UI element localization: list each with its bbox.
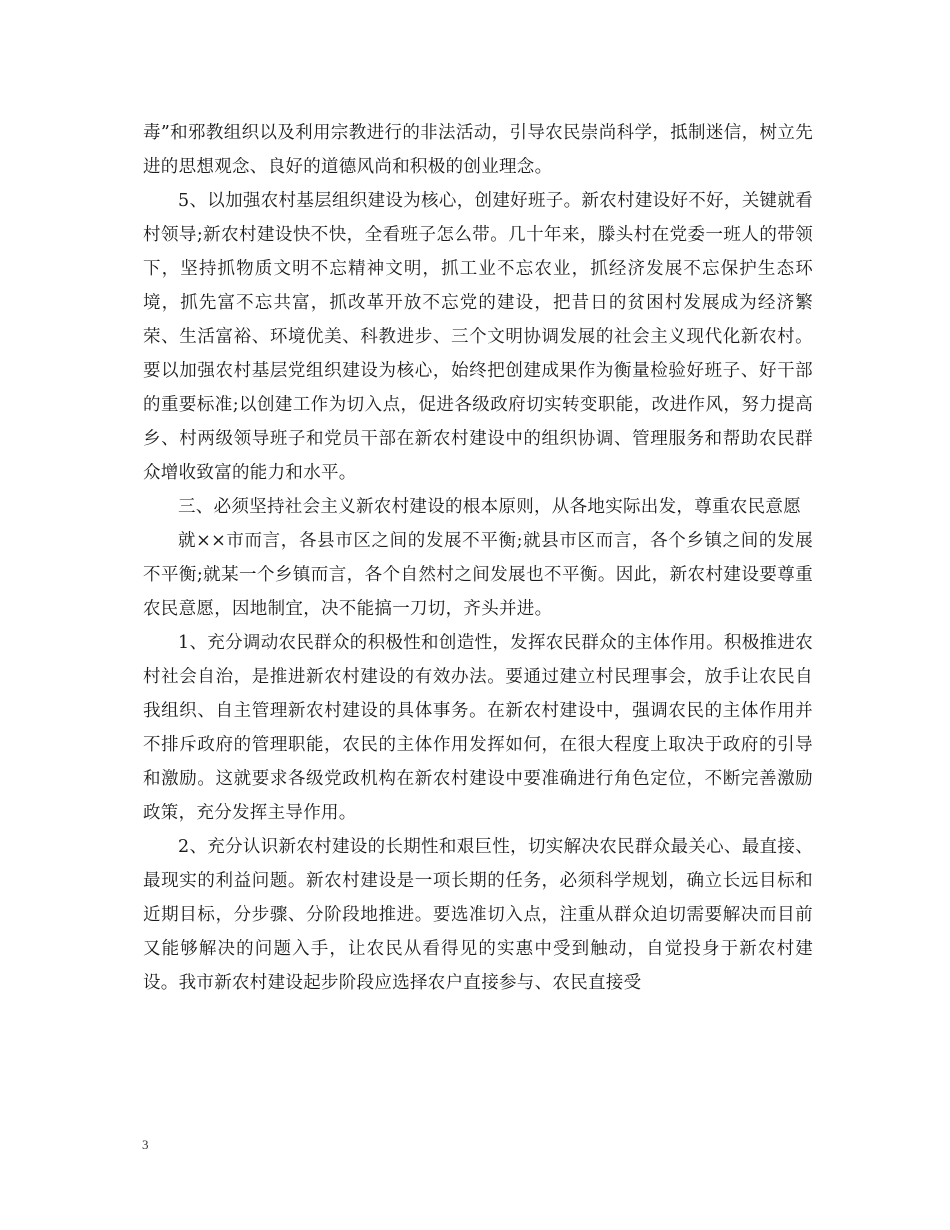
page-number: 3 (142, 1137, 149, 1152)
paragraph-1: 毒”和邪教组织以及利用宗教进行的非法活动，引导农民崇尚科学，抵制迷信，树立先进的思想观念、良好的道德风尚和积极的创业理念。 (143, 123, 813, 177)
paragraph-4: 1、充分调动农民群众的积极性和创造性，发挥农民群众的主体作用。积极推进农村社会自治，是推进新农村建设的有效办法。要通过建立村民理事会，放手让农民自我组织、自主管理新农村建设的具体事务。在新农村建设中，强调农民的主体作用并不排斥政府的管理职能，农民的主体作用发挥如何，在很大程度上取决于政府的引导和激励。这就要求各级党政机构在新农村建设中要准确进行角色定位，不断完善激励政策，充分发挥主导作用。 (143, 633, 813, 823)
paragraph-5: 2、充分认识新农村建设的长期性和艰巨性，切实解决农民群众最关心、最直接、最现实的利益问题。新农村建设是一项长期的任务，必须科学规划，确立长远目标和近期目标，分步骤、分阶段地推进。要选准切入点，注重从群众迫切需要解决而目前又能够解决的问题入手，让农民从看得见的实惠中受到触动，自觉投身于新农村建设。我市新农村建设起步阶段应选择农户直接参与、农民直接受 (143, 837, 813, 993)
paragraph-3: 就××市而言，各县市区之间的发展不平衡;就县市区而言，各个乡镇之间的发展不平衡;就某一个乡镇而言，各个自然村之间发展也不平衡。因此，新农村建设要尊重农民意愿，因地制宜，决不能搞一刀切，齐头并进。 (143, 531, 813, 619)
paragraph-2: 5、以加强农村基层组织建设为核心，创建好班子。新农村建设好不好，关键就看村领导;新农村建设快不快，全看班子怎么带。几十年来，滕头村在党委一班人的带领下，坚持抓物质文明不忘精神文明，抓工业不忘农业，抓经济发展不忘保护生态环境，抓先富不忘共富，抓改革开放不忘党的建设，把昔日的贫困村发展成为经济繁荣、生活富裕、环境优美、科教进步、三个文明协调发展的社会主义现代化新农村。要以加强农村基层党组织建设为核心，始终把创建成果作为衡量检验好班子、好干部的重要标准;以创建工作为切入点，促进各级政府切实转变职能，改进作风，努力提高乡、村两级领导班子和党员干部在新农村建设中的组织协调、管理服务和帮助农民群众增收致富的能力和水平。 (143, 191, 813, 483)
section-heading: 三、必须坚持社会主义新农村建设的根本原则，从各地实际出发，尊重农民意愿 (178, 497, 801, 517)
body-text (143, 116, 813, 1000)
